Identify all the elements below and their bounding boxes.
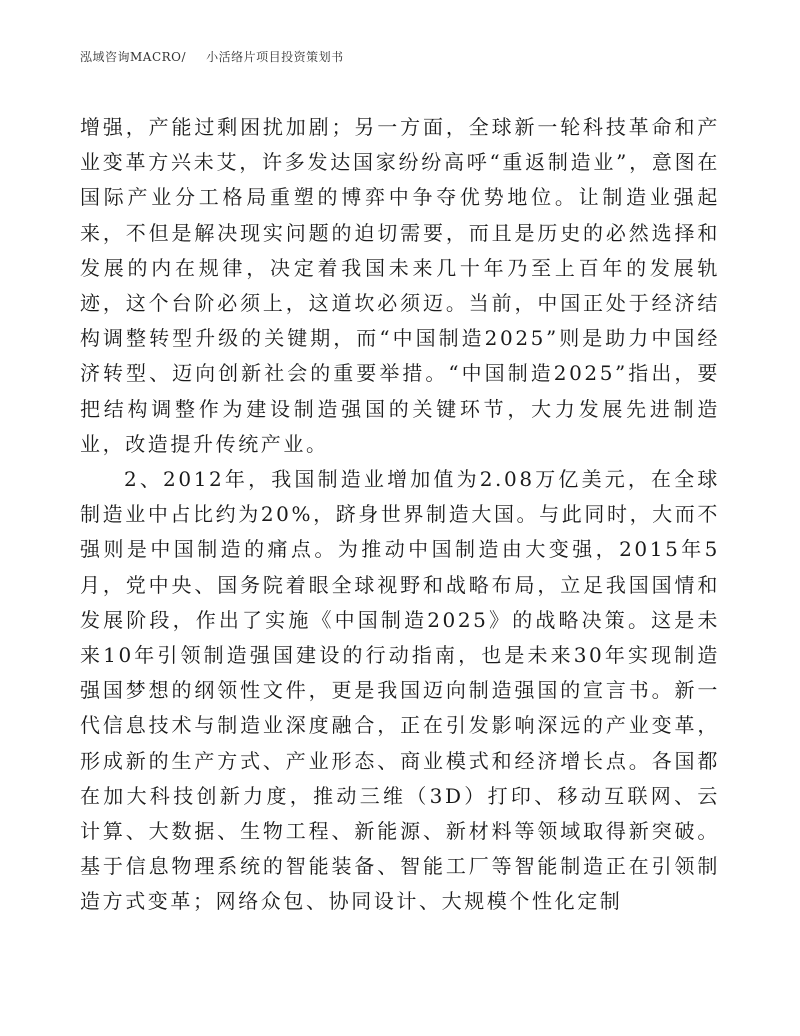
document-body — [80, 110, 720, 920]
paragraph-item-2: 2、2012年，我国制造业增加值为2.08万亿美元，在全球制造业中占比约为20%，跻身世界制造大国。与此同时，大而不强则是中国制造的痛点。为推动中国制造由大变强，2015年5月，党中央、国务院着眼全球视野和战略布局，立足我国国情和发展阶段，作出了实施《中国制造2025》的战略决策。这是未来10年引领制造强国建设的行动指南，也是未来30年实现制造强国梦想的纲领性文件，更是我国迈向制造强国的宣言书。新一代信息技术与制造业深度融合，正在引发影响深远的产业变革，形成新的生产方式、产业形态、商业模式和经济增长点。各国都在加大科技创新力度，推动三维（3D）打印、移动互联网、云计算、大数据、生物工程、新能源、新材料等领域取得新突破。基于信息物理系统的智能装备、智能工厂等智能制造正在引领制造方式变革；网络众包、协同设计、大规模个性化定制 — [80, 467, 720, 914]
header-source: 泓域咨询MACRO/ — [80, 50, 187, 64]
header-doc-title: 小活络片项目投资策划书 — [206, 50, 344, 64]
paragraph-continuation: 增强，产能过剩困扰加剧；另一方面，全球新一轮科技革命和产业变革方兴未艾，许多发达国家纷纷高呼“重返制造业”，意图在国际产业分工格局重塑的博弈中争夺优势地位。让制造业强起来，不但是解决现实问题的迫切需要，而且是历史的必然选择和发展的内在规律，决定着我国未来几十年乃至上百年的发展轨迹，这个台阶必须上，这道坎必须迈。当前，中国正处于经济结构调整转型升级的关键期，而“中国制造2025”则是助力中国经济转型、迈向创新社会的重要举措。“中国制造2025”指出，要把结构调整作为建设制造强国的关键环节，大力发展先进制造业，改造提升传统产业。 — [80, 115, 720, 456]
page-header — [80, 48, 344, 65]
